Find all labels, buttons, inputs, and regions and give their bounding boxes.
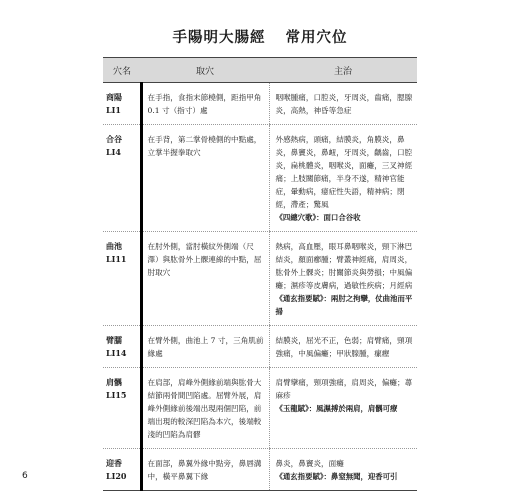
table-row: [103, 232, 417, 326]
indication-cell: [269, 83, 417, 125]
point-name: 肩髃: [106, 377, 122, 387]
point-name: 曲池: [106, 241, 122, 251]
indication-cell: [269, 368, 417, 449]
classic-quote: 《四總穴歌》：面口合谷收: [275, 213, 361, 222]
table-row: [103, 125, 417, 232]
point-name-cell: [103, 125, 141, 232]
meridian-title: 手陽明大腸經: [172, 29, 266, 46]
point-code: LI14: [106, 348, 127, 358]
indication-text: 鼻炎，鼻竇炎，面癱: [275, 459, 344, 468]
indication-text: 結膜炎，屈光不正，色弱；肩臂痛，頸項強痛，中風偏癱；甲狀腺腫，瘰癧: [275, 336, 413, 358]
point-name: 臂臑: [106, 335, 122, 345]
indication-text: 外感熱病，頭痛，結膜炎，角膜炎，鼻炎，鼻竇炎，鼻衄，牙周炎，齲齒，口腔炎，扁桃體炎，咽喉炎，面癱，三叉神經痛；上肢關節痛，半身不遂，精神官能症，暈動病，癔症性失語，精神病；閉經，滯產；驚風: [275, 135, 413, 209]
page-number: 6: [22, 471, 28, 481]
table-row: [103, 83, 417, 125]
table-header-row: [103, 58, 417, 83]
location-cell: 在手背，第二掌骨橈側的中點處，立掌半握拳取穴: [141, 125, 269, 232]
location-cell: 在肘外側，當肘橫紋外側端（尺澤）與肱骨外上髁連線的中點，屈肘取穴: [141, 232, 269, 326]
point-name: 合谷: [106, 134, 122, 144]
indication-cell: [269, 232, 417, 326]
table-row: [103, 449, 417, 491]
location-cell: 在臂外側，曲池上 7 寸，三角肌前緣處: [141, 326, 269, 368]
header-indication: 主治: [269, 58, 417, 83]
header-location: 取穴: [141, 58, 269, 83]
point-code: LI15: [106, 390, 127, 400]
classic-quote: 《通玄指要賦》：兩肘之拘攣，仗曲池而平掃: [275, 294, 413, 316]
point-name-cell: [103, 83, 141, 125]
location-cell: 在手指，食指末節橈側，距指甲角 0.1 寸（指寸）處: [141, 83, 269, 125]
table-row: [103, 326, 417, 368]
table-row: [103, 368, 417, 449]
location-cell: 在肩部，肩峰外側緣前端與肱骨大結節兩骨間凹陷處。屈臂外展，肩峰外側緣前後端出現兩個凹陷，前端出現的較深凹陷為本穴，後端較淺的凹陷為肩髎: [141, 368, 269, 449]
classic-quote: 《玉龍賦》：風濕搏於兩肩，肩髃可療: [275, 404, 398, 413]
indication-cell: [269, 326, 417, 368]
point-name-cell: [103, 232, 141, 326]
point-code: LI20: [106, 471, 127, 481]
point-code: LI4: [106, 147, 121, 157]
point-name-cell: [103, 326, 141, 368]
indication-cell: [269, 449, 417, 491]
indication-text: 熱病，高血壓，眼耳鼻咽喉炎，頸下淋巴結炎，顏面癤腫；臂叢神經痛，肩周炎，肱骨外上髁炎；肘關節炎與勞損；中風偏癱；濕疹等皮膚病，過敏性疾病；月經病: [275, 242, 413, 290]
point-code: LI1: [106, 105, 121, 115]
section-subtitle: 常用穴位: [285, 29, 348, 46]
point-code: LI11: [106, 254, 127, 264]
acupoint-table: [103, 57, 417, 491]
page-title: [0, 26, 520, 47]
point-name: 商陽: [106, 92, 122, 102]
location-cell: 在面部，鼻翼外緣中點旁，鼻唇溝中，橫平鼻翼下緣: [141, 449, 269, 491]
point-name-cell: [103, 449, 141, 491]
indication-text: 咽喉腫痛，口腔炎，牙周炎，齒痛，腮腺炎，高熱，神昏等急症: [275, 93, 413, 115]
point-name-cell: [103, 368, 141, 449]
classic-quote: 《通玄指要賦》：鼻窒無聞，迎香可引: [275, 472, 398, 481]
indication-text: 肩臂攣痛，頸項強痛，肩周炎，偏癱；蕁麻疹: [275, 378, 413, 400]
point-name: 迎香: [106, 458, 122, 468]
header-name: 穴名: [103, 58, 141, 83]
indication-cell: [269, 125, 417, 232]
